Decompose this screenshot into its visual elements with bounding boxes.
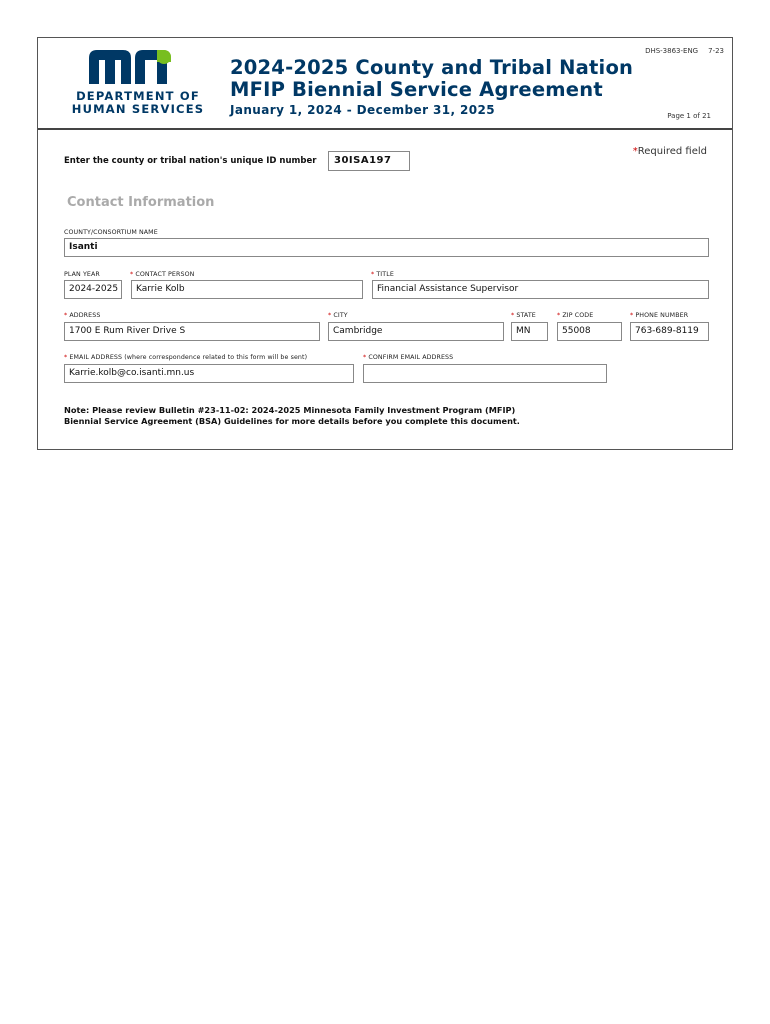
required-text: Required field <box>637 146 707 157</box>
title-line-1: 2024-2025 County and Tribal Nation <box>230 56 634 79</box>
header-divider <box>38 128 732 130</box>
confirm-email-label: * CONFIRM EMAIL ADDRESS <box>363 354 454 361</box>
contact-person-input[interactable]: Karrie Kolb <box>131 280 363 299</box>
title-label: * TITLE <box>371 271 394 278</box>
service-agreement-form <box>37 37 733 450</box>
address-label: * ADDRESS <box>64 312 101 319</box>
city-input[interactable]: Cambridge <box>328 322 504 341</box>
title-input[interactable]: Financial Assistance Supervisor <box>372 280 709 299</box>
date-range: January 1, 2024 - December 31, 2025 <box>230 103 495 117</box>
phone-input[interactable]: 763-689-8119 <box>630 322 709 341</box>
logo-line-2: HUMAN SERVICES <box>71 102 205 116</box>
zip-input[interactable]: 55008 <box>557 322 622 341</box>
zip-label: * ZIP CODE <box>557 312 594 319</box>
section-title: Contact Information <box>67 195 215 210</box>
page-number: Page 1 of 21 <box>667 112 711 120</box>
contact-person-label: * CONTACT PERSON <box>130 271 195 278</box>
unique-id-label: Enter the county or tribal nation's unique ID number <box>64 156 317 166</box>
mn-logo-icon <box>89 50 187 84</box>
plan-year-input[interactable]: 2024-2025 <box>64 280 122 299</box>
page-title <box>230 57 633 101</box>
email-label: * EMAIL ADDRESS (where correspondence related to this form will be sent) <box>64 354 308 361</box>
form-number <box>635 47 724 55</box>
note-line-1: Note: Please review Bulletin #23-11-02: 2024-2025 Minnesota Family Investment Program (MFIP) <box>64 405 516 415</box>
required-star: * <box>632 146 638 157</box>
bulletin-note <box>64 405 520 427</box>
confirm-email-input[interactable] <box>363 364 607 383</box>
form-date: 7-23 <box>708 47 724 55</box>
state-input[interactable]: MN <box>511 322 548 341</box>
unique-id-input[interactable]: 30ISA197 <box>328 151 410 171</box>
phone-label: * PHONE NUMBER <box>630 312 689 319</box>
required-field-note <box>633 146 707 157</box>
city-label: * CITY <box>328 312 348 319</box>
state-label: * STATE <box>511 312 536 319</box>
note-line-2: Biennial Service Agreement (BSA) Guidelines for more details before you complete this document. <box>64 416 520 426</box>
logo-line-1: DEPARTMENT OF <box>76 89 200 103</box>
dhs-logo <box>68 50 208 116</box>
address-input[interactable]: 1700 E Rum River Drive S <box>64 322 320 341</box>
plan-year-label: PLAN YEAR <box>64 271 100 278</box>
county-name-label: COUNTY/CONSORTIUM NAME <box>64 229 158 236</box>
form-id: DHS-3863-ENG <box>645 47 699 55</box>
email-input[interactable]: Karrie.kolb@co.isanti.mn.us <box>64 364 354 383</box>
county-name-input[interactable]: Isanti <box>64 238 709 257</box>
title-line-2: MFIP Biennial Service Agreement <box>230 78 603 101</box>
